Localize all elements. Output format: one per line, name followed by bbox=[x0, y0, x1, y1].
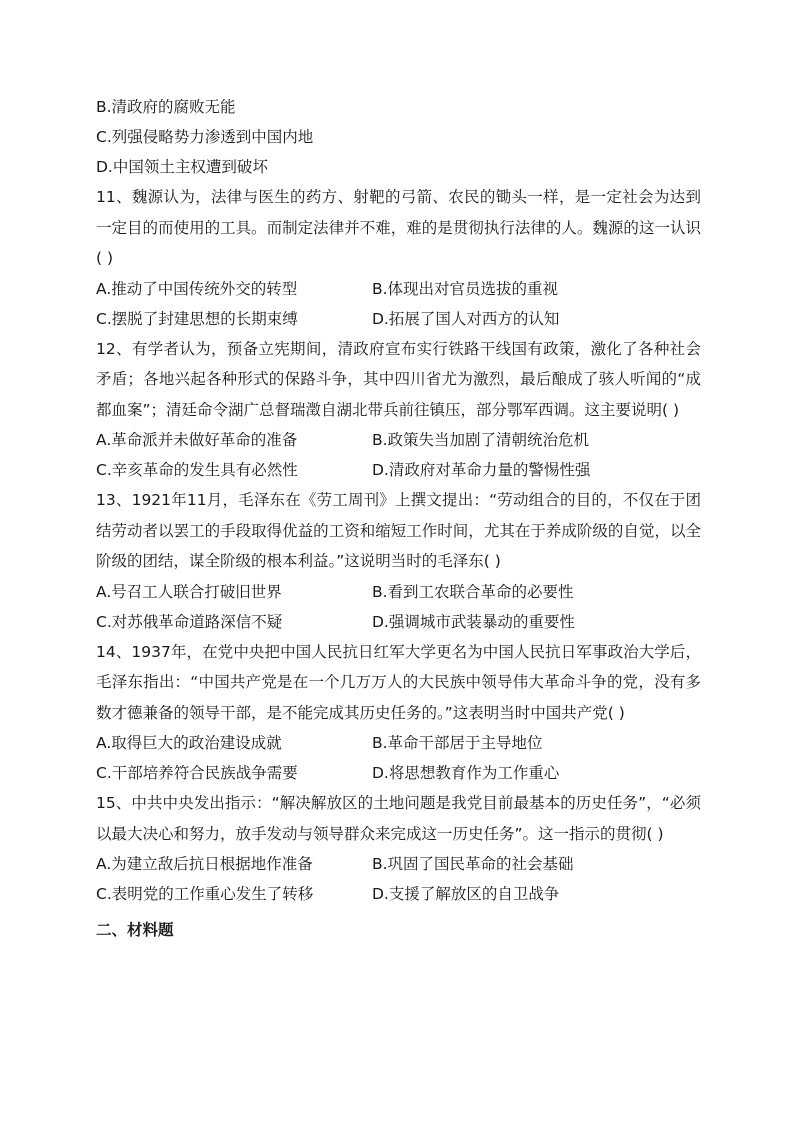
option-row bbox=[96, 304, 701, 334]
exam-page bbox=[96, 92, 701, 945]
question-13 bbox=[96, 485, 701, 637]
option-row bbox=[96, 455, 701, 485]
option-row bbox=[96, 577, 701, 607]
question-15 bbox=[96, 788, 701, 909]
question-stem: 13、1921年11月，毛泽东在《劳工周刊》上撰文提出：“劳动组合的目的，不仅在于团结劳动者以罢工的手段取得优益的工资和缩短工作时间，尤其在于养成阶级的自觉，以全阶级的团结，谋全阶级的根本利益。”这说明当时的毛泽东( ) bbox=[96, 491, 701, 570]
question-14 bbox=[96, 637, 701, 789]
option-d: D.拓展了国人对西方的认知 bbox=[372, 309, 560, 328]
option-c: C.列强侵略势力渗透到中国内地 bbox=[96, 128, 314, 146]
option-b: B.政策失当加剧了清朝统治危机 bbox=[372, 431, 590, 449]
option-d: D.清政府对革命力量的警惕性强 bbox=[372, 461, 591, 479]
option-c: C.干部培养符合民族战争需要 bbox=[96, 764, 298, 782]
option-row bbox=[96, 758, 701, 788]
question-12 bbox=[96, 334, 701, 486]
option-c: C.对苏俄革命道路深信不疑 bbox=[96, 612, 283, 631]
option-c: C.摆脱了封建思想的长期束缚 bbox=[96, 309, 298, 328]
option-row bbox=[96, 425, 701, 455]
question-stem: 14、1937年，在党中央把中国人民抗日红军大学更名为中国人民抗日军事政治大学后，毛泽东指出：“中国共产党是在一个几万万人的大民族中领导伟大革命斗争的党，没有多数才德兼备的领导干部，是不能完成其历史任务的。”这表明当时中国共产党( ) bbox=[96, 642, 701, 722]
option-a: A.为建立敌后抗日根据地作准备 bbox=[96, 855, 313, 873]
option-c: C.表明党的工作重心发生了转移 bbox=[96, 885, 314, 903]
option-d: D.将思想教育作为工作重心 bbox=[372, 764, 560, 782]
question-11 bbox=[96, 182, 701, 334]
option-row bbox=[96, 879, 701, 909]
option-c: C.辛亥革命的发生具有必然性 bbox=[96, 461, 298, 479]
option-b: B.清政府的腐败无能 bbox=[96, 98, 236, 116]
option-b: B.看到工农联合革命的必要性 bbox=[372, 582, 574, 601]
option-d: D.强调城市武装暴动的重要性 bbox=[372, 612, 575, 631]
question-stem: 15、中共中央发出指示：“解决解放区的土地问题是我党目前最基本的历史任务”，“必须以最大决心和努力，放手发动与领导群众来完成这一历史任务”。这一指示的贯彻( ) bbox=[96, 794, 701, 843]
option-row bbox=[96, 849, 701, 879]
option-row bbox=[96, 728, 701, 758]
question-stem: 12、有学者认为，预备立宪期间，清政府宣布实行铁路干线国有政策，激化了各种社会矛盾；各地兴起各种形式的保路斗争，其中四川省尤为激烈，最后酿成了骇人听闻的“成都血案”；清廷命令湖广总督瑞澂自湖北带兵前往镇压，部分鄂军西调。这主要说明( ) bbox=[96, 339, 701, 419]
option-row bbox=[96, 274, 701, 304]
option-a: A.推动了中国传统外交的转型 bbox=[96, 279, 298, 298]
option-d: D.支援了解放区的自卫战争 bbox=[372, 885, 560, 903]
option-a: A.革命派并未做好革命的准备 bbox=[96, 431, 298, 449]
option-a: A.号召工人联合打破旧世界 bbox=[96, 582, 282, 601]
section-title: 二、材料题 bbox=[96, 921, 174, 939]
option-a: A.取得巨大的政治建设成就 bbox=[96, 734, 282, 752]
option-row bbox=[96, 607, 701, 637]
option-d: D.中国领土主权遭到破坏 bbox=[96, 158, 268, 176]
prev-question-options bbox=[96, 92, 701, 182]
option-b: B.巩固了国民革命的社会基础 bbox=[372, 855, 574, 873]
option-b: B.革命干部居于主导地位 bbox=[372, 734, 543, 752]
option-b: B.体现出对官员选拔的重视 bbox=[372, 279, 559, 298]
question-stem: 11、魏源认为，法律与医生的药方、射靶的弓箭、农民的锄头一样，是一定社会为达到一定目的而使用的工具。而制定法律并不难，难的是贯彻执行法律的人。魏源的这一认识( ) bbox=[96, 188, 701, 267]
